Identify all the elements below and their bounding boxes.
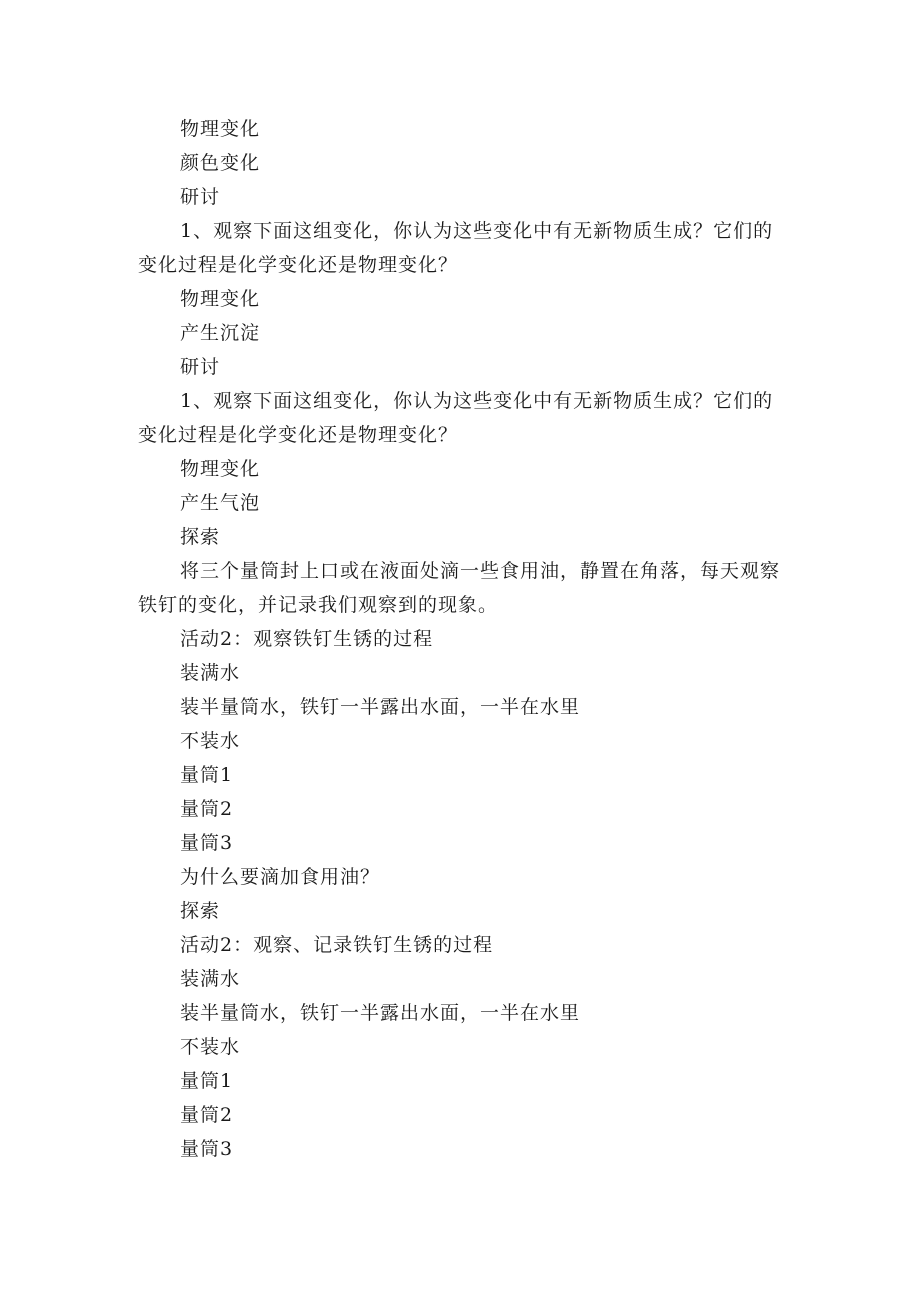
- text-line: 不装水: [180, 730, 241, 752]
- text-line: 装半量筒水，铁钉一半露出水面，一半在水里: [180, 696, 581, 718]
- activity-title: 活动2：观察铁钉生锈的过程: [180, 628, 434, 650]
- section-heading: 研讨: [180, 356, 221, 378]
- activity-title: 活动2：观察、记录铁钉生锈的过程: [180, 934, 494, 956]
- text-line: 量筒1: [180, 764, 234, 786]
- text-line: 物理变化: [180, 458, 261, 480]
- section-heading: 研讨: [180, 186, 221, 208]
- text-line: 量筒1: [180, 1070, 234, 1092]
- text-line: 产生沉淀: [180, 322, 261, 344]
- question-line: 为什么要滴加食用油？: [180, 866, 381, 888]
- text-line: 量筒2: [180, 1104, 234, 1126]
- text-line: 不装水: [180, 1036, 241, 1058]
- text-line: 物理变化: [180, 288, 261, 310]
- question-paragraph: 1、观察下面这组变化，你认为这些变化中有无新物质生成？它们的变化过程是化学变化还是物理变化？: [138, 220, 774, 276]
- text-line: 量筒2: [180, 798, 234, 820]
- text-line: 量筒3: [180, 1138, 234, 1160]
- text-line: 量筒3: [180, 832, 234, 854]
- text-line: 装满水: [180, 968, 241, 990]
- section-heading: 探索: [180, 900, 221, 922]
- text-line: 颜色变化: [180, 152, 261, 174]
- section-heading: 探索: [180, 526, 221, 548]
- question-paragraph: 1、观察下面这组变化，你认为这些变化中有无新物质生成？它们的变化过程是化学变化还是物理变化？: [138, 390, 774, 446]
- instruction-paragraph: 将三个量筒封上口或在液面处滴一些食用油，静置在角落，每天观察铁钉的变化，并记录我们观察到的现象。: [138, 560, 781, 616]
- text-line: 产生气泡: [180, 492, 261, 514]
- text-line: 装半量筒水，铁钉一半露出水面，一半在水里: [180, 1002, 581, 1024]
- text-line: 物理变化: [180, 118, 261, 140]
- text-line: 装满水: [180, 662, 241, 684]
